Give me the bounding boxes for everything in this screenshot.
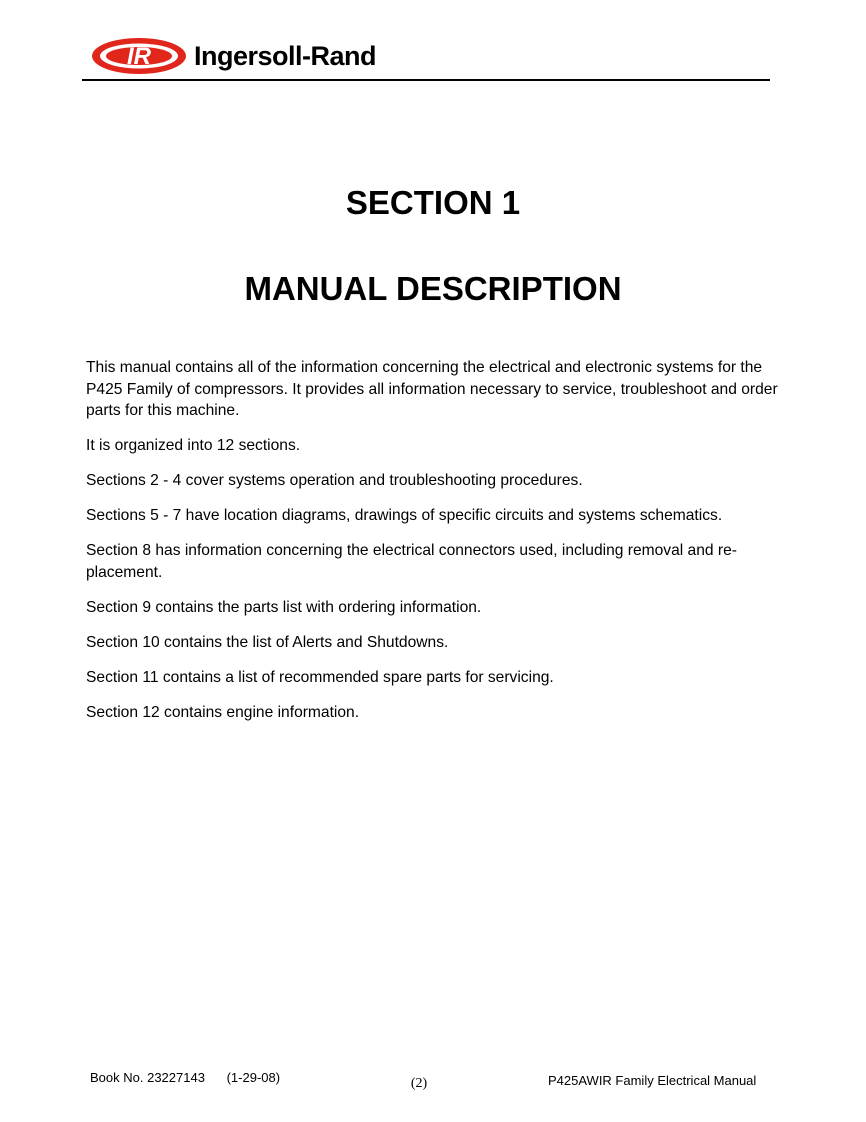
paragraph-section-9: Section 9 contains the parts list with ordering information. (86, 598, 482, 616)
header-divider (82, 79, 770, 81)
footer-page-number: (2) (410, 1076, 428, 1091)
footer-book-number: Book No. 23227143 (1-29-08) (90, 1070, 281, 1085)
logo-mark-text: IR (127, 43, 151, 70)
document-title: MANUAL DESCRIPTION (244, 270, 622, 307)
brand-name: Ingersoll-Rand (194, 40, 377, 71)
manual-description-body (86, 357, 782, 737)
section-title: SECTION 1 (345, 184, 521, 221)
paragraph-sections-5-7: Sections 5 - 7 have location diagrams, drawings of specific circuits and systems schematics. (86, 507, 723, 524)
paragraph-section-8: Section 8 has information concerning the electrical connectors used, including removal and re-placement. (86, 542, 737, 581)
footer-manual-name: P425AWIR Family Electrical Manual (548, 1073, 757, 1088)
paragraph-sections-2-4: Sections 2 - 4 cover systems operation and troubleshooting procedures. (86, 472, 583, 489)
paragraph-intro: This manual contains all of the information concerning the electrical and electronic systems for the P425 Family of compressors. It provides all information necessary to service, troubleshoot and order parts for this machine. (86, 359, 778, 419)
paragraph-section-11: Section 11 contains a list of recommended spare parts for servicing. (86, 668, 554, 686)
paragraph-section-10: Section 10 contains the list of Alerts and Shutdowns. (86, 633, 449, 651)
paragraph-organization: It is organized into 12 sections. (86, 437, 301, 454)
ingersoll-rand-logo (90, 34, 376, 78)
ir-logo-icon (90, 36, 188, 76)
paragraph-section-12: Section 12 contains engine information. (86, 703, 360, 721)
